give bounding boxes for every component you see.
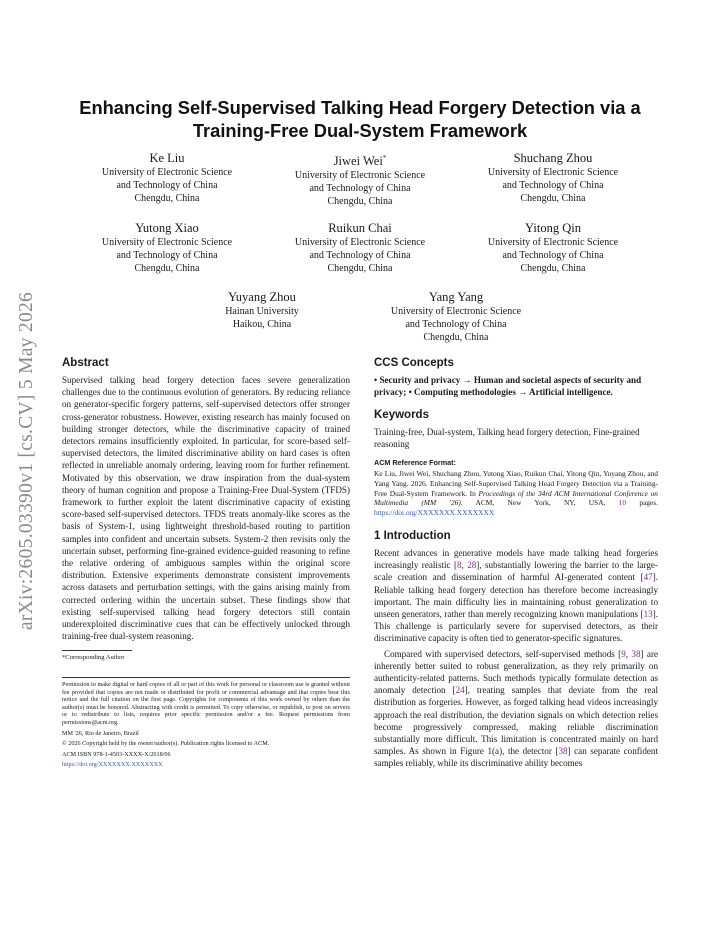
author-name: Ke Liu [149, 151, 185, 165]
conference-line: MM '26, Rio de Janeiro, Brazil [62, 729, 139, 737]
title-line-2: Training-Free Dual-System Framework [192, 120, 528, 141]
author-affiliation: University of Electronic Science [294, 170, 426, 182]
author-name: Yuyang Zhou [228, 290, 296, 304]
arxiv-stamp [8, 246, 46, 676]
citation-link[interactable]: 47 [643, 572, 653, 583]
author-1 [67, 150, 267, 205]
isbn-line: ACM ISBN 978-1-4503-XXXX-X/2018/06 [62, 750, 171, 758]
paper-title [60, 96, 660, 142]
right-column [374, 356, 658, 770]
citation-link[interactable]: 28 [467, 560, 477, 571]
author-affiliation: and Technology of China [116, 250, 218, 261]
arxiv-id: arXiv:2605.03390v1 [cs.CV] 5 May 2026 [16, 291, 37, 631]
author-name: Ruikun Chai [328, 221, 392, 235]
intro-text: ] can separate confident samples reliably, while its discriminative ability becomes [374, 746, 658, 769]
author-affiliation: University of Electronic Science [294, 237, 426, 248]
citation-link[interactable]: 8 [457, 560, 462, 571]
reference-authors: Ke Liu, Jiwei Wei, Shuchang Zhou, Yutong Xiao, Ruikun Chai, Yitong Qin, Yuyang Zhou, and Yang Yang. 2026. Enhancing Self-Supervised Talking Head Forgery Detection via a Training-Free Dual-System Framework. In [374, 469, 658, 498]
intro-text: Compared with supervised detectors, self-supervised methods [ [384, 648, 622, 659]
author-affiliation: and Technology of China [309, 250, 411, 261]
footnote-divider [62, 650, 132, 651]
author-name: Yitong Qin [525, 221, 581, 235]
author-location: Chengdu, China [327, 196, 393, 208]
intro-text: ], treating samples that deviate from the real distribution as forgeries. However, as forged talking head videos increasingly approach the real distribution, the deviation signals on which detection relies become progressively compressed, making reliable discrimination substantially more difficult. This limitation is concentrated mainly on hard samples. As shown in Figure 1(a), the detector [ [374, 685, 659, 757]
author-name: Jiwei Wei [333, 154, 383, 169]
intro-text: Recent advances in generative models have made talking head forgeries increasingly realistic [ [374, 547, 658, 571]
keywords-heading: Keywords [374, 409, 429, 421]
author-affiliation: University of Electronic Science [487, 237, 619, 248]
author-name: Yutong Xiao [135, 221, 199, 235]
reference-venue: Proceedings of the 34rd ACM International Conference on Multimedia (MM '26). [374, 488, 658, 508]
permission-divider [62, 677, 350, 678]
author-5 [260, 220, 460, 275]
author-affiliation: Hainan University [225, 306, 299, 317]
corresponding-footnote: *Corresponding Author [62, 654, 125, 662]
author-name: Yang Yang [428, 290, 484, 304]
author-affiliation: University of Electronic Science [101, 237, 233, 248]
intro-text: ]. Reliable talking head forgery detection has therefore become increasingly important. The main difficulty lies in maintaining robust generalization to unseen generators, rather than merely recognizing known manipulations [ [374, 572, 658, 619]
author-affiliation: and Technology of China [502, 250, 604, 261]
copyright-line: © 2026 Copyright held by the owner/author(s). Publication rights licensed to ACM. [62, 740, 270, 748]
author-affiliation: and Technology of China [502, 180, 604, 191]
author-location: Chengdu, China [423, 332, 489, 343]
reference-page-count[interactable]: 10 [618, 498, 627, 508]
intro-text: ] are inherently better suited to robust generalization, as they rely primarily on authenticity-related patterns. Such methods typically formulate detection as anomaly detection [ [374, 648, 659, 696]
citation-link[interactable]: 13 [643, 609, 653, 619]
author-4 [67, 220, 267, 275]
doi-link[interactable]: https://doi.org/XXXXXXX.XXXXXXX [62, 761, 163, 769]
author-affiliation: and Technology of China [309, 183, 411, 195]
author-8 [356, 289, 556, 344]
author-location: Chengdu, China [134, 193, 200, 204]
author-7 [162, 289, 362, 331]
author-6 [453, 220, 653, 275]
author-location: Chengdu, China [134, 263, 200, 274]
author-location: Chengdu, China [520, 263, 586, 274]
intro-paragraph-1 [374, 547, 658, 645]
citation-link[interactable]: 38 [558, 746, 568, 757]
reference-doi-link[interactable]: https://doi.org/XXXXXXX.XXXXXXX [374, 508, 495, 518]
author-3 [453, 150, 653, 205]
intro-text: , [461, 560, 468, 571]
author-location: Chengdu, China [327, 263, 393, 274]
citation-link[interactable]: 24 [455, 685, 465, 696]
intro-paragraph-2 [374, 648, 658, 770]
author-affiliation: and Technology of China [405, 319, 507, 330]
author-affiliation: University of Electronic Science [101, 167, 233, 178]
intro-text: ], substantially lowering the barrier to the large-scale creation and dissemination of harmful AI-generated content [ [374, 560, 658, 583]
intro-text: , [625, 648, 632, 659]
reference-publisher: ACM, New York, NY, USA, [462, 498, 619, 508]
author-2 [260, 150, 460, 208]
author-name: Shuchang Zhou [513, 151, 593, 165]
intro-text: ]. This challenge is particularly severe for supervised detectors, as their discriminative capacity is often tied to generator-specific signatures. [374, 609, 658, 644]
reference-pages-label: pages. [626, 498, 658, 508]
abstract-text: Supervised talking head forgery detection faces severe generalization challenges due to the continuous evolution of generators. By reducing reliance on generator-specific forgery patterns, self-supervised detectors offer stronger cross-generator robustness. However, existing research has mainly focused on building stronger detectors, while the discriminative capacity of trained detectors remains insufficiently exploited. In particular, for score-based self-supervised detectors, the limited discriminative ability on hard cases is often reflected in unreliable anomaly ordering, leaving room for further refinement. Motivated by this observation, we draw inspiration from the dual-system theory of human cognition and propose a Training-Free Dual-System (TFDS) framework to further exploit the latent discriminative capacity of existing score-based self-supervised detectors. TFDS treats anomaly-like scores as the basis of System-1, using lightweight threshold-based routing to partition samples into confident and uncertain subsets. System-2 then revisits only the uncertain subset, performing fine-grained evidence-guided reasoning to refine the relative ordering of ambiguous samples within the original score distribution. Extensive experiments demonstrate consistent improvements across datasets and perturbation settings, with the gains arising mainly from corrected ordering within the uncertain subset. These findings show that existing self-supervised talking head forgery detectors still contain underexploited discriminative cues that can be effectively unlocked through training-free dual-system reasoning. [62, 375, 350, 642]
corresponding-mark: * [382, 154, 387, 162]
permission-notice: Permission to make digital or hard copies of all or part of this work for personal or classroom use is granted without fee provided that copies are not made or distributed for profit or commercial advantage and that copies bear this notice and the full citation on the first page. Copyrights for components of this work owned by others than the author(s) must be honored. Abstracting with credit is permitted. To copy otherwise, or republish, to post on servers or to redistribute to lists, requires prior specific permission and/or a fee. Request permissions from permissions@acm.org. [62, 680, 350, 726]
introduction-heading: 1 Introduction [374, 529, 451, 542]
ccs-heading: CCS Concepts [374, 357, 454, 369]
ccs-concepts: • Security and privacy → Human and societal aspects of security and privacy; • Computing methodologies → Artificial intelligence. [374, 375, 642, 397]
reference-format-heading: ACM Reference Format: [374, 458, 456, 467]
author-affiliation: University of Electronic Science [487, 167, 619, 178]
citation-link[interactable]: 38 [631, 648, 641, 659]
title-line-1: Enhancing Self-Supervised Talking Head Forgery Detection via a [79, 97, 641, 118]
abstract-heading: Abstract [62, 357, 109, 369]
reference-format [374, 469, 658, 518]
author-location: Haikou, China [232, 319, 292, 330]
keywords-text: Training-free, Dual-system, Talking head forgery detection, Fine-grained reasoning [374, 427, 640, 449]
author-affiliation: and Technology of China [116, 180, 218, 191]
citation-link[interactable]: 9 [621, 648, 626, 659]
left-column [62, 356, 350, 769]
author-location: Chengdu, China [520, 193, 586, 204]
author-affiliation: University of Electronic Science [390, 306, 522, 317]
